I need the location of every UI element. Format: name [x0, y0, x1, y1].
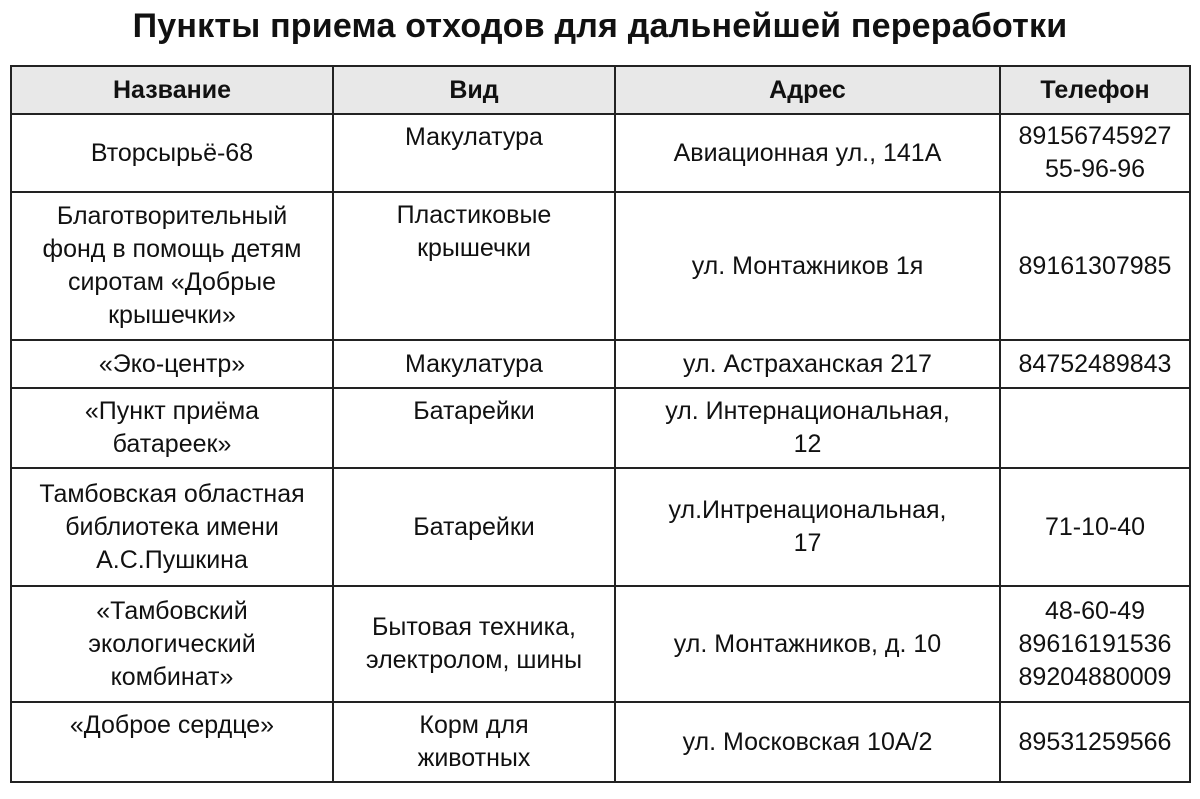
- cell-line: 89531259566: [1018, 727, 1172, 756]
- cell-line: 84752489843: [1018, 349, 1172, 378]
- table-header-row: [11, 66, 1190, 114]
- cell-name: [11, 192, 333, 340]
- cell-line: ул. Монтажников, д. 10: [673, 629, 942, 658]
- cell-line: Благотворительный: [56, 202, 288, 230]
- cell-address: [615, 340, 1000, 388]
- table-row: [11, 192, 1190, 340]
- table-row: [11, 340, 1190, 388]
- cell-line: Вторсырьё-68: [90, 138, 254, 167]
- cell-line: 17: [793, 529, 822, 557]
- cell-line: животных: [417, 744, 531, 772]
- cell-line: «Пункт приёма: [84, 397, 260, 425]
- table-row: [11, 114, 1190, 192]
- cell-line: крышечки»: [108, 301, 236, 329]
- cell-name: [11, 340, 333, 388]
- cell-line: А.С.Пушкина: [96, 545, 248, 574]
- cell-type: [333, 702, 615, 782]
- cell-line: Авиационная ул., 141А: [673, 138, 942, 167]
- cell-phone: [1000, 388, 1190, 468]
- cell-name: [11, 468, 333, 586]
- recycling-points-table: [10, 65, 1191, 783]
- cell-line: «Эко-центр»: [98, 349, 246, 378]
- cell-phone: [1000, 702, 1190, 782]
- cell-line: Макулатура: [405, 123, 543, 151]
- cell-line: 89204880009: [1018, 662, 1172, 691]
- cell-line: ул.Интренациональная,: [668, 496, 947, 524]
- cell-address: [615, 388, 1000, 468]
- cell-line: 48-60-49: [1044, 596, 1146, 625]
- cell-line: 89156745927: [1018, 122, 1172, 150]
- cell-line: «Доброе сердце»: [69, 711, 275, 739]
- cell-name: [11, 114, 333, 192]
- cell-address: [615, 114, 1000, 192]
- cell-line: сиротам «Добрые: [67, 268, 277, 296]
- cell-type: [333, 340, 615, 388]
- header-address: Адрес: [615, 66, 1000, 114]
- table-row: [11, 388, 1190, 468]
- cell-phone: [1000, 192, 1190, 340]
- cell-line: электролом, шины: [365, 646, 583, 674]
- cell-line: 89616191536: [1018, 629, 1172, 658]
- cell-line: ул. Московская 10А/2: [682, 727, 933, 756]
- cell-line: комбинат»: [110, 662, 234, 691]
- cell-line: ул. Интернациональная,: [665, 397, 950, 425]
- cell-phone: [1000, 468, 1190, 586]
- cell-line: Макулатура: [405, 349, 543, 378]
- cell-line: фонд в помощь детям: [42, 235, 302, 263]
- cell-address: [615, 702, 1000, 782]
- cell-type: [333, 388, 615, 468]
- cell-phone: [1000, 586, 1190, 702]
- header-name: Название: [11, 66, 333, 114]
- cell-name: [11, 702, 333, 782]
- cell-address: [615, 468, 1000, 586]
- cell-line: Пластиковые: [396, 201, 552, 229]
- cell-name: [11, 388, 333, 468]
- table-row: [11, 702, 1190, 782]
- cell-line: библиотека имени: [65, 512, 279, 541]
- cell-phone: [1000, 340, 1190, 388]
- cell-line: Бытовая техника,: [372, 613, 576, 641]
- cell-line: Тамбовская областная: [39, 479, 305, 508]
- cell-line: батареек»: [112, 430, 232, 458]
- cell-line: Батарейки: [413, 512, 535, 541]
- cell-line: 71-10-40: [1044, 512, 1146, 541]
- cell-line: ул. Астраханская 217: [683, 349, 932, 378]
- cell-line: 89161307985: [1018, 251, 1172, 280]
- cell-line: 55-96-96: [1044, 155, 1146, 183]
- cell-line: экологический: [88, 629, 256, 658]
- cell-line: ул. Монтажников 1я: [691, 251, 924, 280]
- header-phone: Телефон: [1000, 66, 1190, 114]
- page-title: Пункты приема отходов для дальнейшей переработки: [132, 7, 1068, 45]
- cell-line: «Тамбовский: [96, 596, 248, 625]
- table-row: [11, 586, 1190, 702]
- cell-type: [333, 192, 615, 340]
- cell-line: крышечки: [417, 234, 531, 262]
- cell-line: 12: [793, 430, 822, 458]
- cell-line: Корм для: [419, 711, 529, 739]
- table-row: [11, 468, 1190, 586]
- header-type: Вид: [333, 66, 615, 114]
- cell-address: [615, 192, 1000, 340]
- cell-type: [333, 468, 615, 586]
- cell-type: [333, 586, 615, 702]
- cell-line: Батарейки: [413, 397, 535, 425]
- cell-address: [615, 586, 1000, 702]
- cell-name: [11, 586, 333, 702]
- cell-type: [333, 114, 615, 192]
- cell-phone: [1000, 114, 1190, 192]
